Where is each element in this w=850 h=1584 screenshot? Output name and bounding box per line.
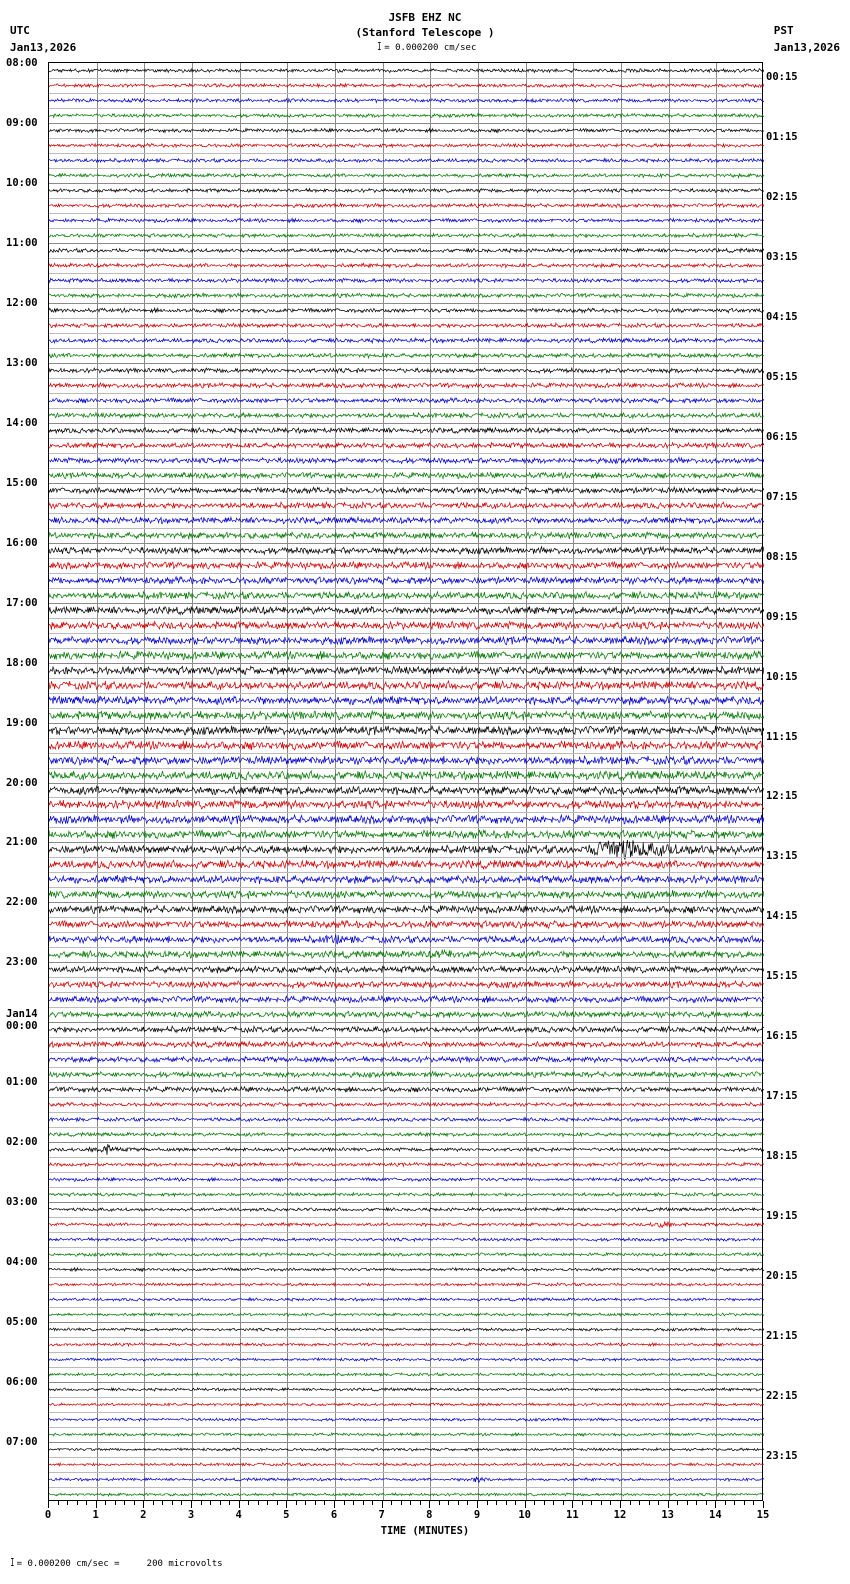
right-time-label: 13:15 [766,850,798,863]
x-tick-minor [744,1501,745,1505]
x-tick-label: 11 [566,1509,579,1521]
x-tick-major [620,1501,621,1508]
x-tick-label: 1 [92,1509,99,1521]
x-tick-minor [67,1501,68,1505]
right-time-label: 20:15 [766,1270,798,1283]
x-tick-label: 10 [518,1509,531,1521]
scale-note-label: = 0.000200 cm/sec [384,43,477,53]
x-tick-minor [296,1501,297,1505]
right-time-label: 14:15 [766,910,798,923]
x-tick-minor [105,1501,106,1505]
x-tick-minor [420,1501,421,1505]
right-time-label: 17:15 [766,1090,798,1103]
x-tick-major [143,1501,144,1508]
x-tick-label: 15 [756,1509,770,1521]
right-time-label: 05:15 [766,370,798,383]
x-tick-label: 5 [283,1509,290,1521]
x-tick-label: 14 [709,1509,722,1521]
x-tick-label: 7 [378,1509,385,1521]
left-time-label-time: 00:00 [6,1020,38,1033]
x-tick-minor [220,1501,221,1505]
left-time-label: 08:00 [6,57,38,69]
station-subtitle: (Stanford Telescope ) [355,26,495,39]
scale-bar-icon: I [376,40,381,53]
left-time-label: 17:00 [6,596,38,609]
left-time-label: 03:00 [6,1196,38,1209]
x-tick-major [668,1501,669,1508]
left-time-label: 23:00 [6,956,38,969]
x-tick-minor [677,1501,678,1505]
left-time-label: 16:00 [6,536,38,549]
x-tick-major [96,1501,97,1508]
left-time-label: 01:00 [6,1076,38,1089]
right-timezone-block [774,22,840,56]
x-tick-minor [439,1501,440,1505]
right-time-label: 09:15 [766,610,798,623]
x-tick-minor [753,1501,754,1505]
left-time-label: 04:00 [6,1256,38,1269]
x-tick-minor [58,1501,59,1505]
left-time-label: 14:00 [6,416,38,429]
x-tick-minor [162,1501,163,1505]
left-time-label: 13:00 [6,356,38,369]
x-tick-minor [467,1501,468,1505]
x-tick-minor [601,1501,602,1505]
x-tick-major [763,1501,764,1508]
left-timezone: UTC [10,24,30,37]
x-tick-minor [630,1501,631,1505]
x-tick-minor [734,1501,735,1505]
x-tick-minor [506,1501,507,1505]
station-title: JSFB EHZ NC [388,11,462,24]
x-tick-major [286,1501,287,1508]
x-tick-major [525,1501,526,1508]
left-time-label: 20:00 [6,776,38,789]
right-time-label: 00:15 [766,70,798,83]
x-tick-minor [553,1501,554,1505]
x-tick-minor [305,1501,306,1505]
x-tick-label: 13 [661,1509,674,1521]
right-time-label: 02:15 [766,190,798,203]
x-tick-minor [210,1501,211,1505]
right-time-label: 12:15 [766,790,798,803]
x-tick-minor [458,1501,459,1505]
x-tick-minor [582,1501,583,1505]
x-tick-minor [401,1501,402,1505]
left-time-label: 11:00 [6,236,38,249]
x-tick-minor [591,1501,592,1505]
x-tick-minor [315,1501,316,1505]
right-time-label: 08:15 [766,550,798,563]
right-time-label: 04:15 [766,310,798,323]
x-tick-minor [563,1501,564,1505]
x-tick-minor [391,1501,392,1505]
x-tick-minor [649,1501,650,1505]
footer-scale [8,1556,223,1569]
x-tick-minor [324,1501,325,1505]
scale-note [0,40,850,53]
x-axis-title: TIME (MINUTES) [380,1525,470,1537]
x-tick-label: 6 [330,1509,338,1521]
x-tick-major [48,1501,49,1508]
x-tick-major [334,1501,335,1508]
x-tick-minor [248,1501,249,1505]
x-tick-label: 9 [473,1509,481,1521]
left-time-label: 22:00 [6,896,38,909]
x-tick-minor [658,1501,659,1505]
x-tick-minor [515,1501,516,1505]
x-tick-major [191,1501,192,1508]
x-tick-minor [267,1501,268,1505]
x-tick-major [382,1501,383,1508]
right-time-label: 07:15 [766,490,798,503]
x-tick-minor [544,1501,545,1505]
right-time-label: 15:15 [766,970,798,983]
right-time-label: 10:15 [766,670,798,683]
x-tick-major [239,1501,240,1508]
x-tick-minor [363,1501,364,1505]
x-tick-minor [639,1501,640,1505]
x-tick-minor [487,1501,488,1505]
x-tick-label: 0 [44,1509,52,1521]
x-tick-minor [258,1501,259,1505]
chart-header [0,10,850,40]
x-tick-minor [534,1501,535,1505]
right-time-label: 18:15 [766,1150,798,1163]
right-time-label: 19:15 [766,1210,798,1223]
x-tick-minor [410,1501,411,1505]
left-date-label: Jan14 [6,1008,38,1021]
left-time-label: 06:00 [6,1376,38,1389]
x-tick-minor [353,1501,354,1505]
footer-scale-bar-icon: I [10,1556,15,1569]
right-time-label: 22:15 [766,1390,798,1403]
x-tick-minor [124,1501,125,1505]
x-tick-label: 2 [140,1509,147,1521]
left-time-label: 02:00 [6,1136,38,1149]
left-time-label: 07:00 [6,1436,38,1449]
x-tick-minor [134,1501,135,1505]
x-tick-minor [372,1501,373,1505]
left-time-label [6,1008,46,1032]
left-time-label: 19:00 [6,716,38,729]
x-tick-minor [229,1501,230,1505]
x-tick-minor [496,1501,497,1505]
right-date: Jan13,2026 [773,41,840,54]
x-tick-major [429,1501,430,1508]
left-time-label: 21:00 [6,836,38,849]
left-time-label: 18:00 [6,656,38,669]
right-time-label: 01:15 [766,130,798,143]
left-date: Jan13,2026 [10,41,77,54]
right-time-label: 23:15 [766,1450,798,1463]
x-tick-minor [277,1501,278,1505]
x-tick-label: 8 [426,1509,433,1521]
left-time-label: 15:00 [6,476,38,489]
x-tick-major [715,1501,716,1508]
x-tick-minor [153,1501,154,1505]
footer-scale-text: = 0.000200 cm/sec = 200 microvolts [16,1559,223,1569]
x-tick-minor [687,1501,688,1505]
left-time-label: 10:00 [6,176,38,189]
x-tick-minor [344,1501,345,1505]
left-time-label: 09:00 [6,116,38,129]
x-tick-minor [610,1501,611,1505]
right-time-label: 03:15 [766,250,798,263]
right-time-label: 16:15 [766,1030,798,1043]
left-timezone-block [10,22,76,56]
right-time-label: 21:15 [766,1330,798,1343]
right-time-label: 06:15 [766,430,798,443]
right-timezone: PST [773,24,794,37]
x-tick-minor [172,1501,173,1505]
trace-rows [49,63,762,1500]
x-tick-label: 12 [613,1509,627,1521]
helicorder-plot [48,62,763,1501]
x-tick-major [572,1501,573,1508]
x-tick-minor [448,1501,449,1505]
x-tick-minor [696,1501,697,1505]
right-time-label: 11:15 [766,730,798,743]
x-tick-label: 4 [235,1509,242,1521]
x-tick-minor [725,1501,726,1505]
left-time-label: 12:00 [6,296,38,309]
x-tick-minor [181,1501,182,1505]
left-time-label: 05:00 [6,1316,38,1329]
x-tick-minor [86,1501,87,1505]
x-tick-minor [706,1501,707,1505]
x-tick-label: 3 [187,1509,195,1521]
x-tick-minor [77,1501,78,1505]
x-tick-major [477,1501,478,1508]
x-tick-minor [201,1501,202,1505]
x-tick-minor [115,1501,116,1505]
